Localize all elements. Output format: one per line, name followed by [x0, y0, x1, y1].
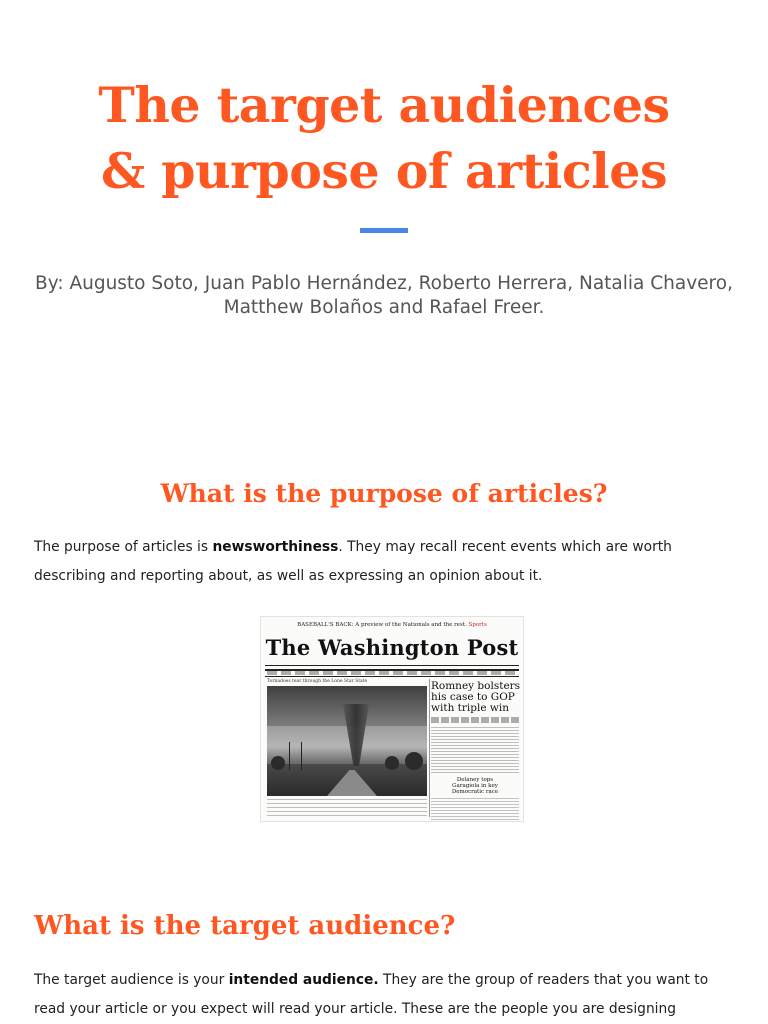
newspaper-masthead: The Washington Post [265, 635, 519, 660]
audience-text-start: The target audience is your [34, 972, 229, 988]
secondary-headline-line-2: Garagiola in key [452, 783, 498, 789]
masthead-rule [265, 665, 519, 666]
newspaper-image [260, 616, 524, 822]
masthead-rule [265, 676, 519, 677]
newspaper-dateline [267, 671, 517, 675]
lead-headline [431, 681, 519, 714]
audience-text-end: They are the group of readers that you want to read your article or you expect will read your article. These are the people you are designing [34, 972, 709, 1017]
purpose-text-end: . They may recall recent events which are worth describing and reporting about, as well as expressing an opinion about it. [34, 539, 672, 584]
photo-tree [271, 756, 285, 770]
lead-headline-line-2: his case to GOP [431, 691, 515, 703]
page-title [0, 72, 768, 204]
lead-headline-line-3: with triple win [431, 702, 510, 714]
tornado-photo [267, 686, 427, 796]
photo-caption-lines [267, 799, 427, 817]
newspaper-lead-story [431, 679, 519, 819]
newspaper-kicker-link: Sports [468, 622, 487, 628]
page-title-line-1: The target audiences [98, 76, 670, 134]
secondary-body-lines [431, 798, 519, 822]
title-divider [360, 228, 408, 233]
page-title-line-2: & purpose of articles [100, 142, 668, 200]
secondary-headline-line-1: Delaney tops [456, 777, 494, 783]
purpose-text-bold: newsworthiness [212, 539, 339, 555]
purpose-text-start: The purpose of articles is [34, 539, 213, 555]
lead-body-lines [431, 727, 519, 773]
photo-headline: Tornadoes tear through the Lone Star State [267, 679, 368, 684]
photo-tree [385, 756, 399, 770]
secondary-headline [431, 777, 519, 795]
newspaper-kicker-text: BASEBALL'S BACK: A preview of the Nationals and the rest. [297, 622, 467, 628]
secondary-headline-line-3: Democratic race [451, 789, 499, 795]
audience-paragraph [34, 966, 734, 1024]
purpose-heading: What is the purpose of articles? [160, 479, 608, 508]
tornado-funnel [343, 704, 369, 766]
newspaper-kicker [261, 622, 523, 628]
photo-pole [301, 742, 302, 770]
purpose-paragraph [34, 533, 734, 591]
photo-tree [405, 752, 423, 770]
lead-subhead [431, 717, 519, 723]
audience-heading: What is the target audience? [34, 911, 456, 941]
column-divider [429, 679, 430, 817]
audience-text-bold: intended audience. [228, 972, 379, 988]
photo-pole [289, 742, 290, 770]
authors-byline: By: Augusto Soto, Juan Pablo Hernández, Roberto Herrera, Natalia Chavero, Matthew Bolaños and Rafael Freer. [35, 273, 733, 318]
lead-headline-line-1: Romney bolsters [431, 680, 521, 692]
